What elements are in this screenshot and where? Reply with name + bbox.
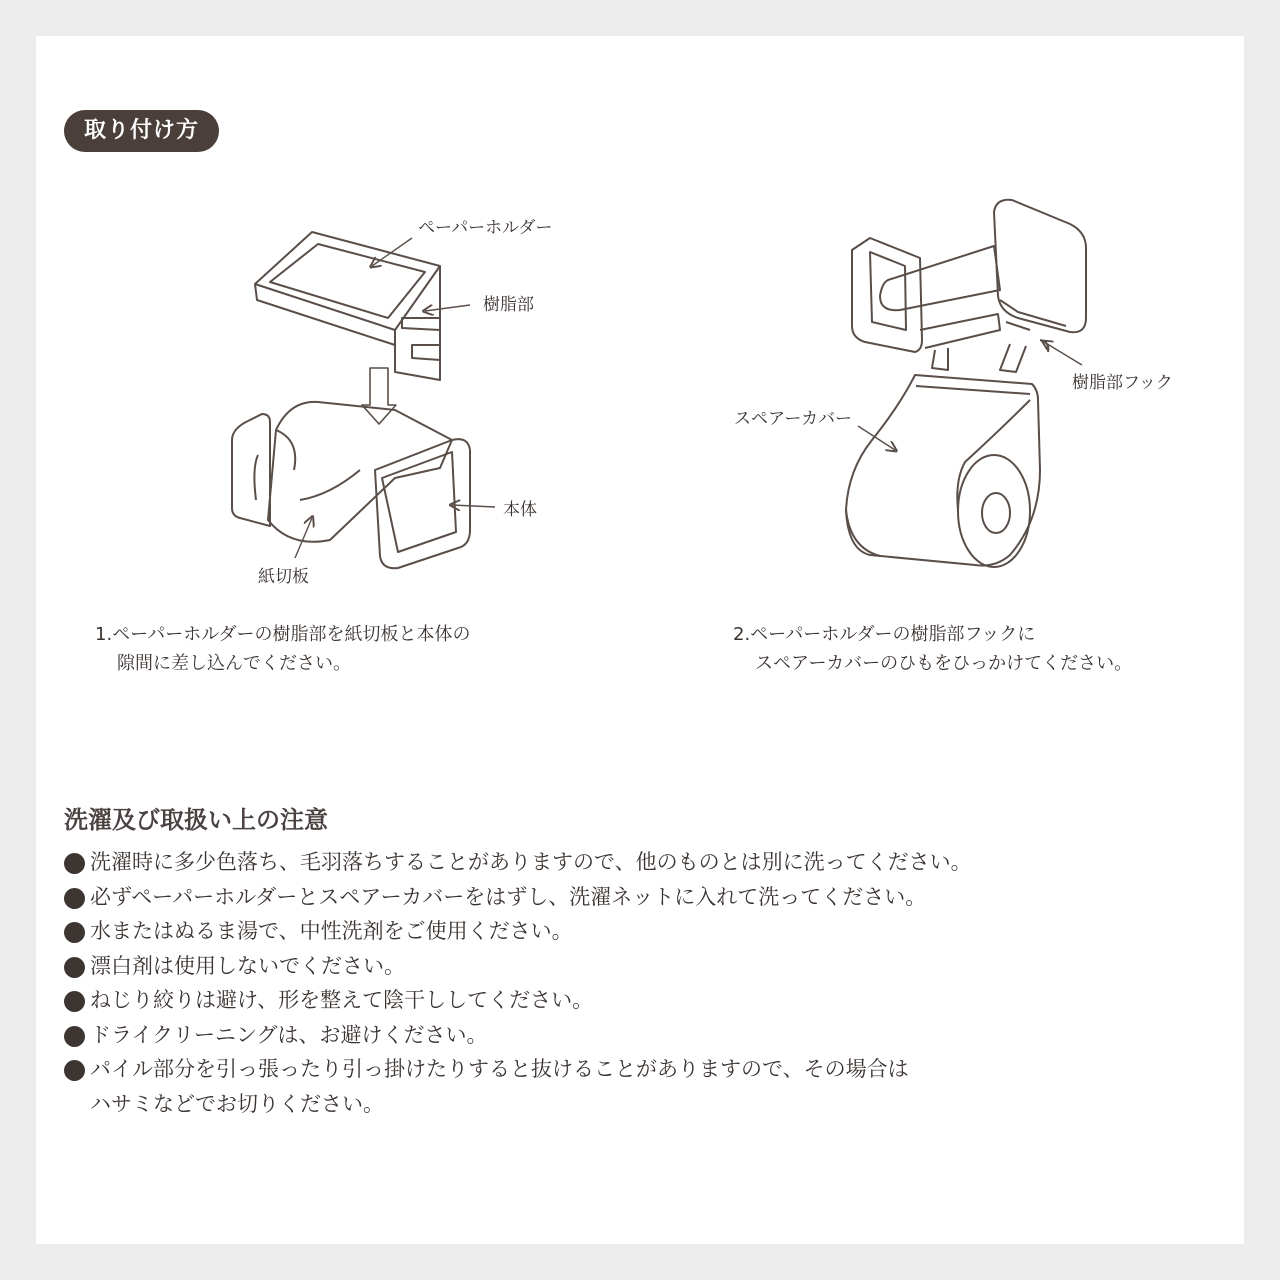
care-note-3 xyxy=(62,914,1222,949)
care-note-text: ねじり絞りは避け、形を整えて陰干ししてください。 xyxy=(90,988,594,1012)
label-resin-hook: 樹脂部フック xyxy=(1072,373,1173,393)
care-notes-list xyxy=(62,845,1222,1121)
care-note-text-continued: ハサミなどでお切りください。 xyxy=(90,1091,384,1116)
care-note-7 xyxy=(62,1052,1222,1121)
label-cutter-plate: 紙切板 xyxy=(258,567,309,587)
label-body: 本体 xyxy=(503,500,537,520)
step-2-line-2: スペアーカバーのひもをひっかけてください。 xyxy=(755,653,1133,674)
step-1-line-2: 隙間に差し込んでください。 xyxy=(117,653,351,674)
toilet-paper-holder-body xyxy=(232,402,470,568)
care-note-text: 洗濯時に多少色落ち、毛羽落ちすることがありますので、他のものとは別に洗ってください。 xyxy=(90,850,972,874)
care-note-1 xyxy=(62,845,1222,880)
insert-arrow xyxy=(362,368,396,424)
care-note-6 xyxy=(62,1018,1222,1053)
care-note-text: 漂白剤は使用しないでください。 xyxy=(90,953,405,978)
label-spare-cover: スペアーカバー xyxy=(734,409,853,429)
care-note-text: 必ずペーパーホルダーとスペアーカバーをはずし、洗濯ネットに入れて洗ってください。 xyxy=(90,884,927,909)
step-2-line-1: 2.ペーパーホルダーの樹脂部フックに xyxy=(733,624,1036,645)
care-note-text: 水またはぬるま湯で、中性洗剤をご使用ください。 xyxy=(90,919,573,943)
care-note-text: ドライクリーニングは、お避けください。 xyxy=(90,1022,488,1047)
paper-holder-illustration xyxy=(255,232,440,380)
care-heading: 洗濯及び取扱い上の注意 xyxy=(64,806,328,834)
install-heading-badge: 取り付け方 xyxy=(64,110,219,152)
label-resin-part: 樹脂部 xyxy=(483,295,534,315)
step-2-caption xyxy=(733,620,1132,678)
care-note-4 xyxy=(62,949,1222,984)
care-note-text: パイル部分を引っ張ったり引っ掛けたりすると抜けることがありますので、その場合は xyxy=(90,1057,909,1081)
spare-cover-illustration xyxy=(846,375,1040,567)
care-note-5 xyxy=(62,983,1222,1018)
label-paper-holder: ペーパーホルダー xyxy=(418,218,553,238)
step-1-line-1: 1.ペーパーホルダーの樹脂部を紙切板と本体の xyxy=(95,624,471,645)
step-1-caption xyxy=(95,620,471,678)
care-note-2 xyxy=(62,880,1222,915)
